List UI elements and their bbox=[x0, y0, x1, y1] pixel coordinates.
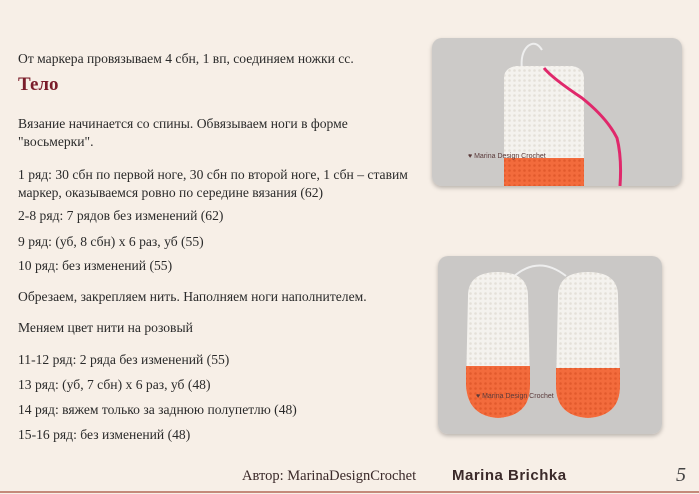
watermark-text-1: ♥ Marina Design Crochet bbox=[468, 153, 546, 160]
row-9-text: 9 ряд: (уб, 8 сбн) х 6 раз, уб (55) bbox=[18, 233, 204, 249]
body-start-text: Вязание начинается со спины. Обвязываем ноги в форме "восьмерки". bbox=[18, 115, 348, 149]
footer-author: Автор: MarinaDesignCrochet bbox=[242, 468, 417, 484]
crochet-legs-image-2 bbox=[438, 256, 662, 434]
row-10-text: 10 ряд: без изменений (55) bbox=[18, 257, 173, 273]
crochet-photo-1 bbox=[432, 38, 682, 186]
page-footer bbox=[0, 466, 699, 492]
row-2-8-text: 2-8 ряд: 7 рядов без изменений (62) bbox=[18, 207, 224, 223]
footer-divider bbox=[0, 491, 699, 493]
section-title: Тело bbox=[18, 74, 59, 95]
row-1-text: 1 ряд: 30 сбн по первой ноге, 30 сбн по второй ноге, 1 сбн – ставим маркер, оказываемся ровно по середине вязания (62) bbox=[18, 166, 408, 200]
crochet-legs-image-1 bbox=[432, 38, 682, 186]
watermark-text-2: ♥ Marina Design Crochet bbox=[476, 393, 554, 400]
row-11-12-text: 11-12 ряд: 2 ряда без изменений (55) bbox=[18, 351, 230, 367]
page-number: 5 bbox=[676, 464, 686, 486]
row-14-text: 14 ряд: вяжем только за заднюю полупетлю (48) bbox=[18, 401, 297, 417]
row-13-text: 13 ряд: (уб, 7 сбн) х 6 раз, уб (48) bbox=[18, 376, 211, 392]
color-change-text: Меняем цвет нити на розовый bbox=[18, 319, 193, 335]
intro-text: От маркера провязываем 4 сбн, 1 вп, соединяем ножки сс. bbox=[18, 50, 354, 66]
row-15-16-text: 15-16 ряд: без изменений (48) bbox=[18, 426, 191, 442]
cut-text: Обрезаем, закрепляем нить. Наполняем ноги наполнителем. bbox=[18, 288, 367, 304]
footer-brand: Marina Brichka bbox=[452, 467, 567, 484]
crochet-photo-2 bbox=[438, 256, 662, 434]
